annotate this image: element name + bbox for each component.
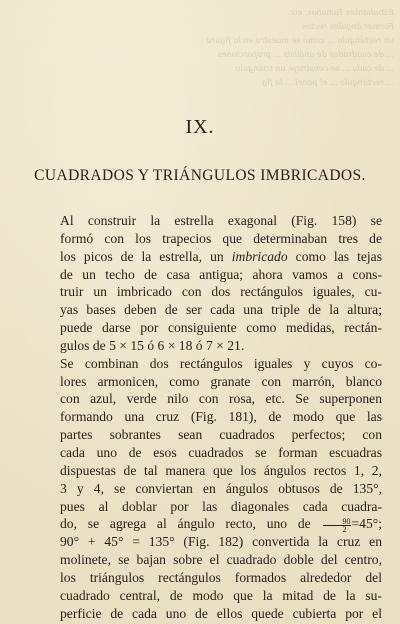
text-line: formó con los trapecios que determinaban tres de: [60, 230, 382, 246]
text-line: molinete, se bajan sobre el cuadrado doble del centro,: [60, 552, 382, 568]
text-line: Se combinan dos rectángulos iguales y cuyos co-: [60, 355, 382, 371]
text-line: yas bases deben de ser cada una triple de la altura;: [60, 302, 382, 318]
chapter-title: CUADRADOS Y TRIÁNGULOS IMBRICADOS.: [34, 167, 366, 184]
text-line: pues al doblar por las diagonales cada cuadra-: [60, 498, 382, 514]
emphasis-word: imbricado: [231, 248, 288, 264]
text-line: Al construir la estrella exagonal (Fig. 158) se: [60, 213, 382, 228]
text-line: puede darse por consiguiente como medidas, rectán-: [60, 320, 382, 336]
text-line: formando una cruz (Fig. 181), de modo que las: [60, 409, 382, 425]
fraction-numerator: 90: [342, 516, 351, 526]
fraction-denominator: 2: [323, 525, 351, 533]
text-line-with-fraction: [40, 515, 382, 533]
text-line-part: como las tejas: [287, 248, 382, 264]
text-line: con azul, verde nilo con rosa, etc. Se superponen: [60, 391, 382, 407]
fraction-result: =45°;: [351, 516, 382, 532]
text-line: gulos de 5 × 15 ó 6 × 18 ó 7 × 21.: [60, 337, 245, 353]
text-line: cuadrado central, de modo que la mitad de la su-: [60, 587, 382, 603]
text-line-part: los picos de la estrella, un: [60, 248, 232, 264]
fraction: [323, 518, 351, 533]
text-line: cada uno de esos cuadrados se forman escuadras: [60, 444, 382, 460]
chapter-number: IX.: [185, 116, 215, 138]
text-line: perficie de cada uno de ellos quede cubierta por el: [60, 605, 382, 621]
paragraph-2: [40, 355, 382, 623]
text-line-part: do, se agrega al ángulo recto, uno de: [60, 516, 311, 532]
text-line: dispuestas de tal manera que los ángulos rectos 1, 2,: [60, 462, 382, 478]
text-line: lores armonicen, como granate con marrón, blanco: [60, 373, 382, 389]
bleed-through-text: Estudiantes Tamaños, etc. Formar ángulos rectos un rectángulo ... como se muestra en la figura ... de cuadrados de análisis ... proporciones ... de cada ... se construye un triángulo ... rectángulo ... el panel ... la fig.: [206, 8, 394, 87]
text-line: los triángulos rectángulos formados alrededor del: [60, 569, 382, 585]
text-line-with-emphasis: [40, 248, 382, 266]
text-line: de un techo de casa antigua; ahora vamos a cons-: [60, 266, 382, 282]
text-line: 3 y 4, se conviertan en ángulos obtusos de 135°,: [60, 480, 382, 496]
text-line: 90° + 45° = 135° (Fig. 182) convertida la cruz en: [60, 534, 382, 550]
body-text: [40, 212, 382, 622]
text-line: partes sobrantes sean cuadrados perfectos; con: [60, 427, 382, 443]
paragraph-1: [40, 212, 382, 355]
text-line: truir un imbricado con dos rectángulos iguales, cu-: [60, 284, 382, 300]
